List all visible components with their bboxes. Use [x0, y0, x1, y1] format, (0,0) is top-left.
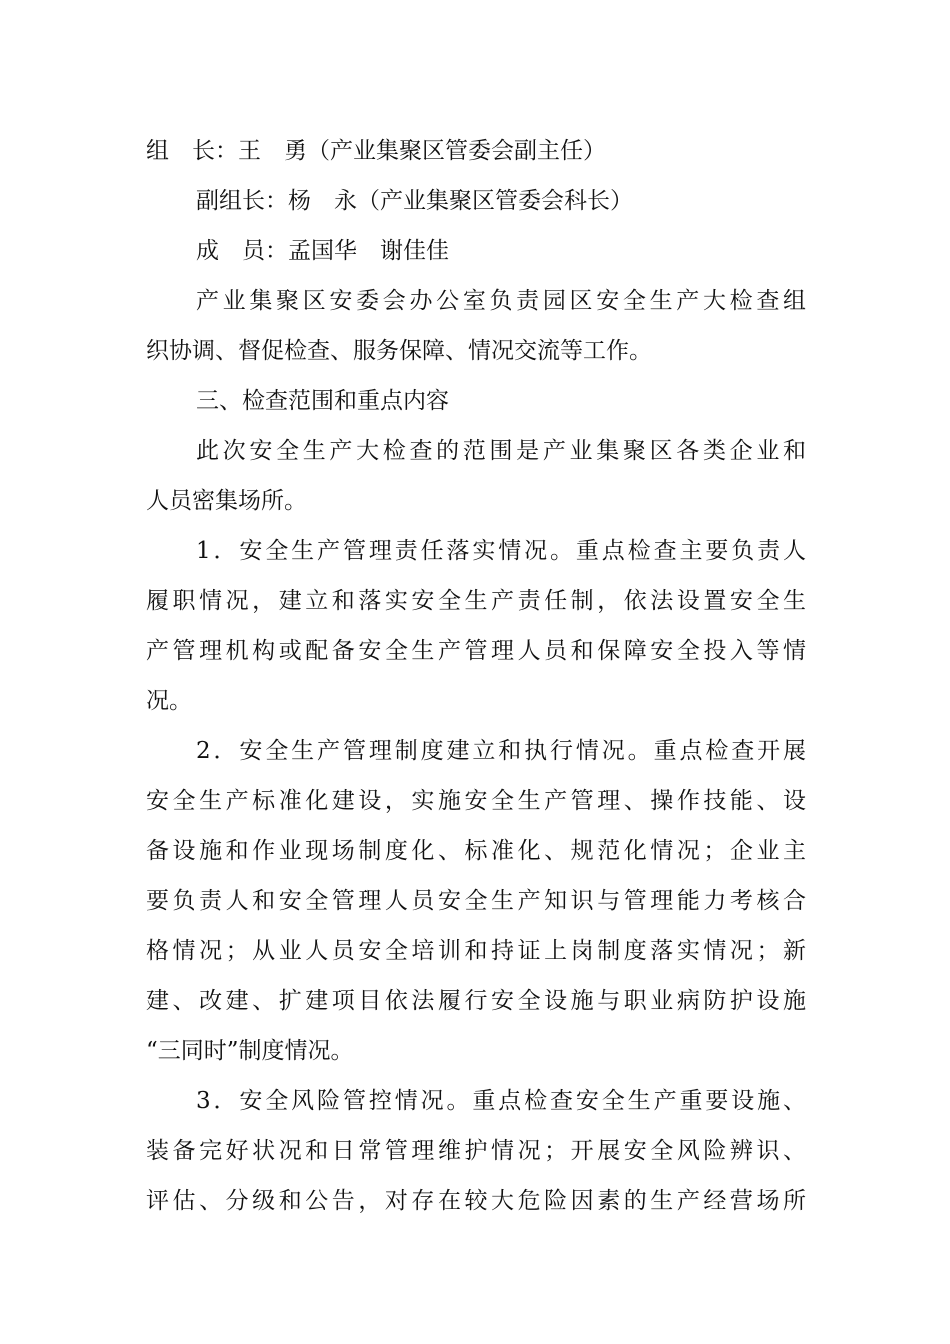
- paragraph-line: 织协调、督促检查、服务保障、情况交流等工作。: [146, 338, 652, 364]
- paragraph-line: 人员密集场所。: [146, 488, 307, 514]
- deputy-leader-line: 副组长：杨 永（产业集聚区管委会科长）: [196, 188, 633, 214]
- team-leader-line: 组 长：王 勇（产业集聚区管委会副主任）: [146, 138, 606, 164]
- paragraph-line: 评估、分级和公告，对存在较大危险因素的生产经营场所: [146, 1188, 806, 1214]
- paragraph-line: 格情况；从业人员安全培训和持证上岗制度落实情况；新: [146, 938, 806, 964]
- members-line: 成 员：孟国华 谢佳佳: [196, 238, 449, 264]
- paragraph-line: 履职情况，建立和落实安全生产责任制，依法设置安全生: [146, 588, 806, 614]
- paragraph-line: 1．安全生产管理责任落实情况。重点检查主要负责人: [196, 538, 806, 564]
- paragraph-line: 备设施和作业现场制度化、标准化、规范化情况；企业主: [146, 838, 806, 864]
- paragraph-line: 装备完好状况和日常管理维护情况；开展安全风险辨识、: [146, 1138, 806, 1164]
- paragraph-line: 产管理机构或配备安全生产管理人员和保障安全投入等情: [146, 638, 806, 664]
- paragraph-line: 安全生产标准化建设，实施安全生产管理、操作技能、设: [146, 788, 806, 814]
- paragraph-line: 3．安全风险管控情况。重点检查安全生产重要设施、: [196, 1088, 806, 1114]
- paragraph-line: “三同时”制度情况。: [146, 1038, 354, 1064]
- section-heading: 三、检查范围和重点内容: [196, 388, 449, 414]
- paragraph-line: 此次安全生产大检查的范围是产业集聚区各类企业和: [196, 438, 806, 464]
- paragraph-line: 2．安全生产管理制度建立和执行情况。重点检查开展: [196, 738, 806, 764]
- paragraph-line: 要负责人和安全管理人员安全生产知识与管理能力考核合: [146, 888, 806, 914]
- paragraph-line: 产业集聚区安委会办公室负责园区安全生产大检查组: [196, 288, 806, 314]
- paragraph-line: 况。: [146, 688, 192, 714]
- paragraph-line: 建、改建、扩建项目依法履行安全设施与职业病防护设施: [146, 988, 806, 1014]
